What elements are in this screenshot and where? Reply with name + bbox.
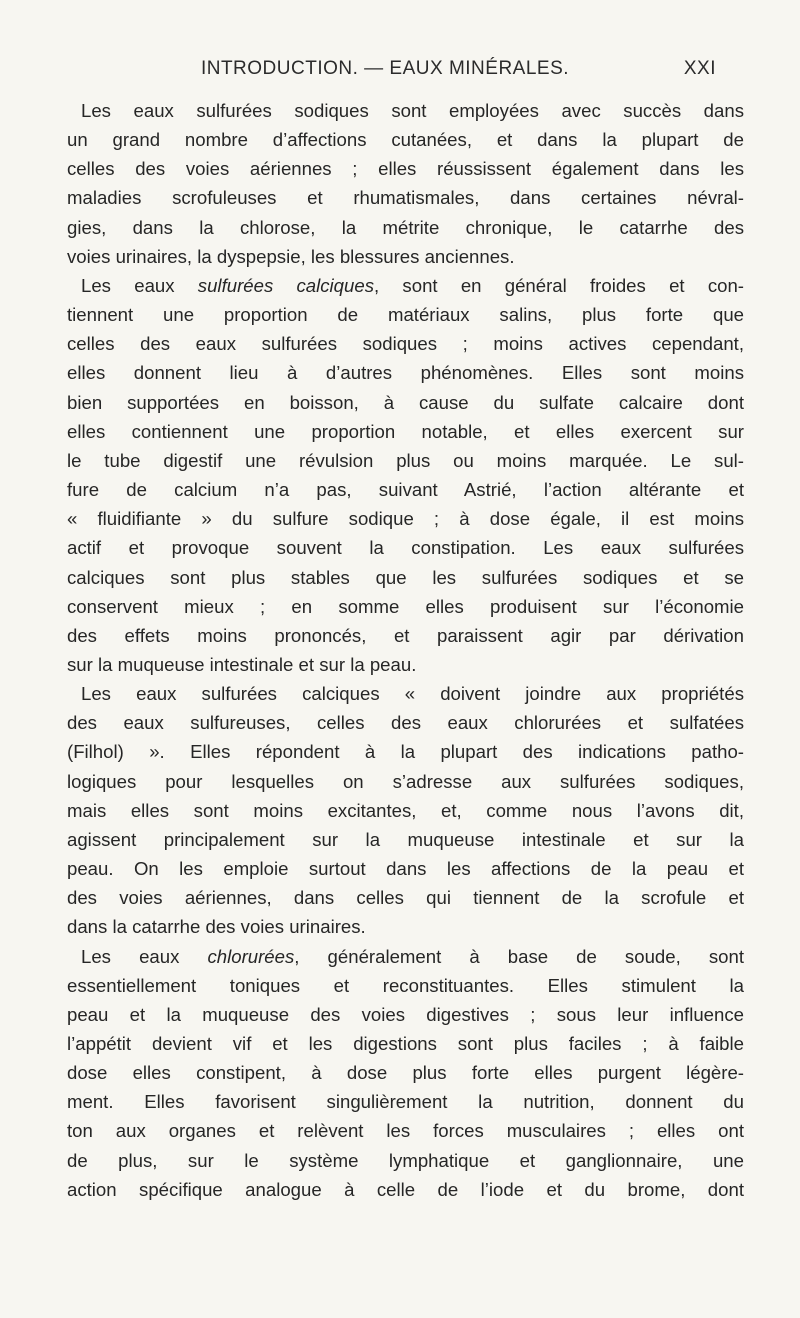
text-line: calciques sont plus stables que les sulfurées sodiques et se [67,566,744,588]
text-line: un grand nombre d’affections cutanées, et dans la plupart de [67,129,744,151]
text-line: des eaux sulfureuses, celles des eaux chlorurées et sulfatées [67,712,744,734]
page-number: XXI [683,58,716,79]
text-line: agissent principalement sur la muqueuse intestinale et sur la [67,828,744,850]
text-line: peau et la muqueuse des voies digestives ; sous leur influence [67,1003,744,1025]
text-line: dose elles constipent, à dose plus forte elles purgent légère- [67,1062,744,1084]
text-line: fure de calcium n’a pas, suivant Astrié, l’action altérante et [67,479,744,501]
text-line: logiques pour lesquelles on s’adresse aux sulfurées sodiques, [67,770,744,792]
text-line: le tube digestif une révulsion plus ou moins marquée. Le sul- [67,449,744,471]
emphasis-term: sulfurées calciques [197,274,375,296]
text-line: Les eaux sulfurées sodiques sont employées avec succès dans [81,100,744,121]
emphasis-term: chlorurées [207,945,295,967]
text-line: mais elles sont moins excitantes, et, comme nous l’avons dit, [67,799,744,821]
text-line: ment. Elles favorisent singulièrement la nutrition, donnent du [67,1091,744,1113]
text-line: des voies aériennes, dans celles qui tiennent de la scrofule et [67,887,744,909]
text-line: action spécifique analogue à celle de l’iode et du brome, dont [67,1178,744,1200]
text-line: (Filhol) ». Elles répondent à la plupart des indications patho- [67,741,744,763]
text-line: dans la catarrhe des voies urinaires. [67,916,366,938]
text-line: Les eaux chlorurées, généralement à base de soude, sont [81,945,744,967]
text-line: actif et provoque souvent la constipation. Les eaux sulfurées [67,537,744,559]
text-line: celles des eaux sulfurées sodiques ; moins actives cependant, [67,333,744,355]
text-line: peau. On les emploie surtout dans les affections de la peau et [67,858,744,880]
text-line: « fluidifiante » du sulfure sodique ; à dose égale, il est moins [67,508,744,530]
running-head [120,58,716,84]
text-line: l’appétit devient vif et les digestions sont plus faciles ; à faible [67,1033,744,1054]
text-line: sur la muqueuse intestinale et sur la peau. [67,653,417,675]
body-text [67,96,744,1204]
text-line: conservent mieux ; en somme elles produisent sur l’économie [67,595,744,617]
text-line: Les eaux sulfurées calciques « doivent joindre aux propriétés [81,683,744,705]
text-line: de plus, sur le système lymphatique et ganglionnaire, une [67,1149,744,1171]
text-line: Les eaux sulfurées calciques, sont en général froides et con- [81,274,744,296]
text-line: bien supportées en boisson, à cause du sulfate calcaire dont [67,391,744,413]
text-line: gies, dans la chlorose, la métrite chronique, le catarrhe des [67,216,744,238]
text-line: elles donnent lieu à d’autres phénomènes. Elles sont moins [67,362,744,384]
text-line: elles contiennent une proportion notable, et elles exercent sur [67,420,744,442]
text-line: voies urinaires, la dyspepsie, les blessures anciennes. [67,245,515,267]
text-line: essentiellement toniques et reconstituantes. Elles stimulent la [67,974,744,996]
running-head-title: INTRODUCTION. — EAUX MINÉRALES. [200,58,570,79]
text-line: tiennent une proportion de matériaux salins, plus forte que [67,304,744,326]
text-line: ton aux organes et relèvent les forces musculaires ; elles ont [67,1120,744,1142]
text-line: des effets moins prononcés, et paraissent agir par dérivation [67,624,744,646]
text-line: celles des voies aériennes ; elles réussissent également dans les [67,158,744,180]
text-line: maladies scrofuleuses et rhumatismales, dans certaines névral- [67,187,744,209]
